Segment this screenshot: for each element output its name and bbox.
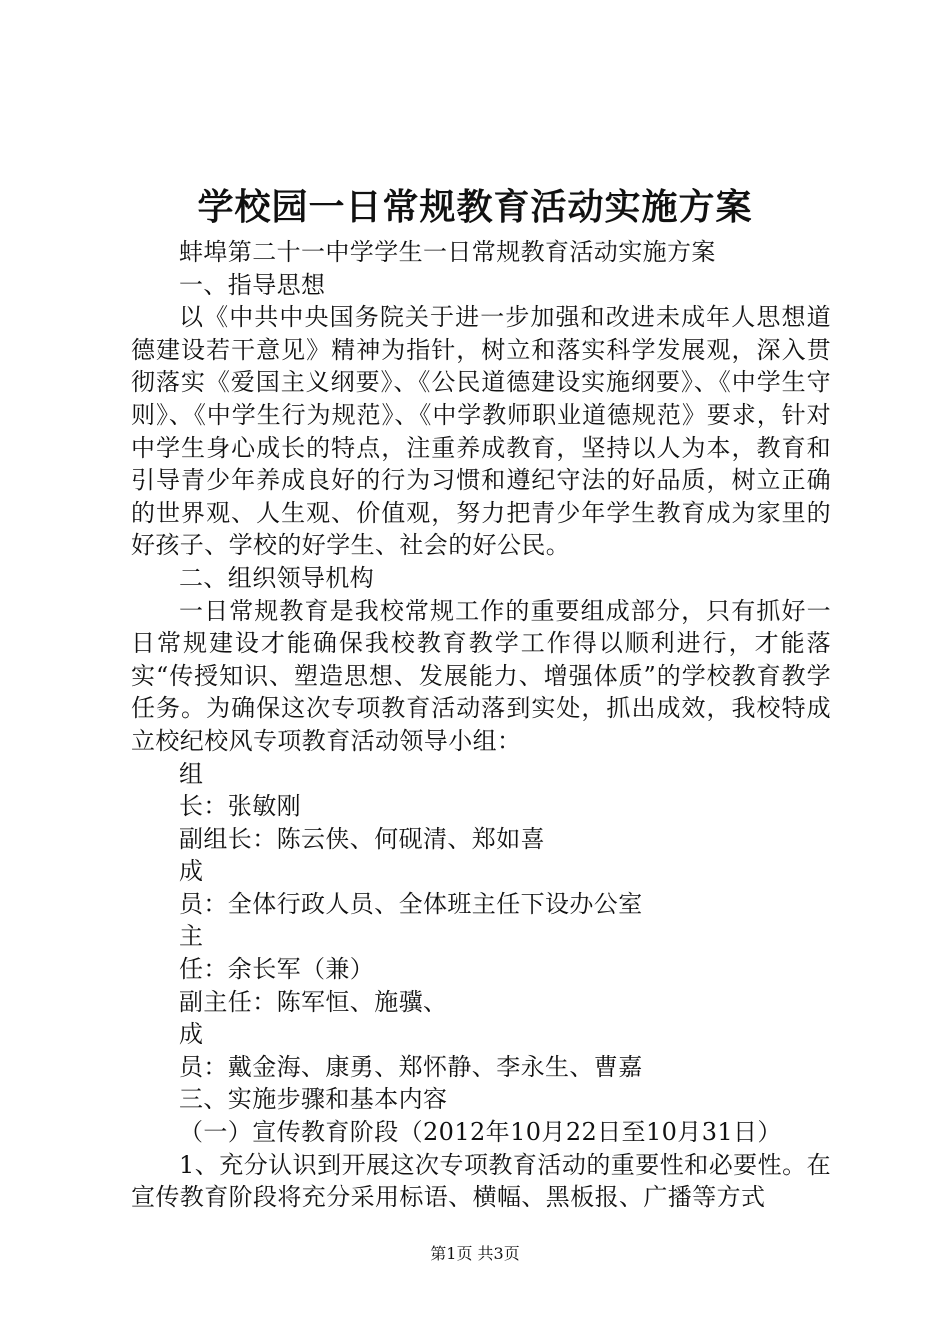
list-line: 员：戴金海、康勇、郑怀静、李永生、曹嘉	[179, 1052, 643, 1081]
list-line: 任：余长军（兼）	[179, 955, 375, 984]
page-footer: 第1页 共3页	[430, 1244, 520, 1263]
list-line: 主	[179, 922, 204, 951]
list-line: 组	[179, 759, 204, 788]
list-line: 长：张敏刚	[179, 792, 301, 821]
list-line: 成	[179, 857, 204, 886]
subsection-heading: （一）宣传教育阶段（2012年10月22日至10月31日）	[179, 1118, 782, 1147]
body-paragraph: 以《中共中央国务院关于进一步加强和改进未成年人思想道德建设若干意见》精神为指针，树立和落实科学发展观，深入贯彻落实《爱国主义纲要》、《公民道德建设实施纲要》、《中学生守则》、《中学生行为规范》、《中学教师职业道德规范》要求，针对中学生身心成长的特点，注重养成教育，坚持以人为本，教育和引导青少年养成良好的行为习惯和遵纪守法的好品质，树立正确的世界观、人生观、价值观，努力把青少年学生教育成为家里的好孩子、学校的好学生、社会的好公民。	[131, 303, 831, 560]
body-paragraph: 一日常规教育是我校常规工作的重要组成部分，只有抓好一日常规建设才能确保我校教育教学工作得以顺利进行，才能落实“传授知识、塑造思想、发展能力、增强体质”的学校教育教学任务。为确保这次专项教育活动落到实处，抓出成效，我校特成立校纪校风专项教育活动领导小组：	[131, 596, 831, 755]
list-line: 副组长：陈云侠、何砚清、郑如喜	[179, 824, 545, 853]
subtitle-paragraph: 蚌埠第二十一中学学生一日常规教育活动实施方案	[179, 238, 716, 266]
section-heading-organization: 二、组织领导机构	[179, 563, 375, 592]
section-heading-implementation: 三、实施步骤和基本内容	[179, 1085, 448, 1114]
list-line: 副主任：陈军恒、施骥、	[179, 987, 448, 1016]
list-line: 员：全体行政人员、全体班主任下设办公室	[179, 889, 643, 918]
list-line: 成	[179, 1020, 204, 1049]
body-paragraph: 1、充分认识到开展这次专项教育活动的重要性和必要性。在宣传教育阶段将充分采用标语、横幅、黑板报、广播等方式	[131, 1150, 831, 1212]
section-heading-guiding-ideology: 一、指导思想	[179, 270, 326, 299]
document-body	[131, 236, 831, 1214]
document-title: 学校园一日常规教育活动实施方案	[197, 187, 753, 228]
